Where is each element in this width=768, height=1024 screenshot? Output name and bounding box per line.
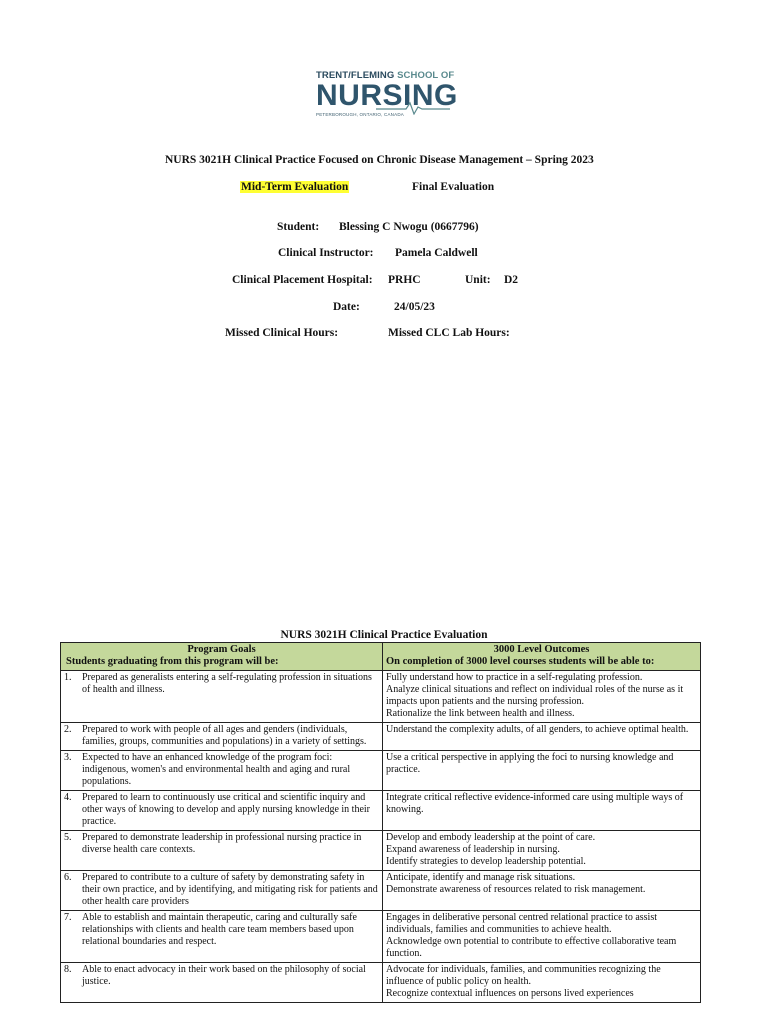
date-value: 24/05/23 [394,301,435,313]
instructor-label: Clinical Instructor: [278,247,374,259]
goal-text: Prepared to contribute to a culture of safety by demonstrating safety in their own practice, and by identifying, and mitigating risk for patients and other health care providers [82,872,378,907]
heartbeat-line-icon [316,81,456,115]
outcome-cell [383,791,701,831]
hospital-label: Clinical Placement Hospital: [232,274,373,286]
logo-location-text: PETERBOROUGH, ONTARIO, CANADA [316,112,404,117]
outcome-text: Anticipate, identify and manage risk situations. [386,872,576,883]
goal-text: Prepared as generalists entering a self-regulating profession in situations of health and illness. [82,672,372,695]
evaluation-title: NURS 3021H Clinical Practice Evaluation [280,629,488,641]
outcome-text: Integrate critical reflective evidence-informed care using multiple ways of knowing. [386,792,684,815]
program-goal-cell [61,791,383,831]
table-row [61,791,701,831]
instructor-value: Pamela Caldwell [395,247,478,259]
outcome-text: Acknowledge own potential to contribute to effective collaborative team function. [386,936,677,959]
outcome-cell [383,751,701,791]
course-title: NURS 3021H Clinical Practice Focused on Chronic Disease Management – Spring 2023 [165,154,594,166]
outcome-cell [383,831,701,871]
midterm-evaluation-label: Mid-Term Evaluation [241,181,349,193]
outcome-cell [383,671,701,723]
goal-number: 1. [64,672,72,683]
school-logo [316,70,456,117]
outcome-cell [383,963,701,1003]
goal-number: 7. [64,912,72,923]
final-evaluation-label: Final Evaluation [412,181,495,193]
outcome-text: Engages in deliberative personal centred relational practice to assist individuals, families and communities to achieve health. [386,912,658,935]
evaluation-table [60,642,701,1003]
program-goal-cell [61,831,383,871]
logo-main-text: NURSING [316,81,456,111]
goal-text: Prepared to work with people of all ages and genders (individuals, families, groups, communities and populations) in a variety of settings. [82,724,367,747]
outcome-cell [383,911,701,963]
outcome-text: Use a critical perspective in applying the foci to nursing knowledge and practice. [386,752,674,775]
goal-number: 8. [64,964,72,975]
goal-number: 2. [64,724,72,735]
program-goal-cell [61,751,383,791]
outcome-text: Develop and embody leadership at the point of care. [386,832,596,843]
program-goal-cell [61,723,383,751]
program-goal-cell [61,911,383,963]
goal-text: Prepared to learn to continuously use critical and scientific inquiry and other ways of knowing to develop and apply nursing knowledge in their practice. [82,792,370,827]
goal-number: 5. [64,832,72,843]
outcome-text: Recognize contextual influences on persons lived experiences [386,988,634,999]
outcome-text: Analyze clinical situations and reflect on individual roles of the nurse as it impacts upon patients and the nursing profession. [386,684,684,707]
table-header-row [61,643,701,671]
goal-text: Expected to have an enhanced knowledge of the program foci: indigenous, women's and environmental health and aging and rural populations. [82,752,351,787]
unit-label: Unit: [465,274,491,286]
student-label: Student: [277,221,320,233]
hospital-value: PRHC [388,274,421,286]
date-label: Date: [333,301,360,313]
table-row [61,671,701,723]
goal-number: 6. [64,872,72,883]
outcome-text: Understand the complexity adults, of all genders, to achieve optimal health. [386,724,689,735]
outcome-text: Fully understand how to practice in a self-regulating profession. [386,672,643,683]
student-value: Blessing C Nwogu (0667796) [339,221,479,233]
outcome-cell [383,871,701,911]
table-row [61,723,701,751]
unit-value: D2 [504,274,519,286]
outcomes-header: 3000 Level Outcomes On completion of 3000 level courses students will be able to: [383,643,701,671]
table-row [61,831,701,871]
table-row [61,911,701,963]
goal-text: Able to enact advocacy in their work based on the philosophy of social justice. [82,964,366,987]
outcome-text: Demonstrate awareness of resources related to risk management. [386,884,646,895]
program-goals-header: Program Goals Students graduating from this program will be: [61,643,383,671]
outcome-cell [383,723,701,751]
table-row [61,751,701,791]
program-goal-cell [61,671,383,723]
program-goal-cell [61,963,383,1003]
missed-clc-lab-hours-label: Missed CLC Lab Hours: [388,327,510,339]
goal-number: 3. [64,752,72,763]
goal-text: Prepared to demonstrate leadership in professional nursing practice in diverse health care contexts. [82,832,362,855]
table-row [61,963,701,1003]
outcome-text: Rationalize the link between health and illness. [386,708,575,719]
program-goal-cell [61,871,383,911]
goal-number: 4. [64,792,72,803]
outcome-text: Identify strategies to develop leadership potential. [386,856,586,867]
goal-text: Able to establish and maintain therapeutic, caring and culturally safe relationships with clients and health care team members based upon relational boundaries and respect. [82,912,357,947]
outcome-text: Advocate for individuals, families, and communities recognizing the influence of public policy on health. [386,964,661,987]
table-row [61,871,701,911]
outcome-text: Expand awareness of leadership in nursing. [386,844,560,855]
missed-clinical-hours-label: Missed Clinical Hours: [225,327,339,339]
logo-top-text: TRENT/FLEMING SCHOOL OF [316,70,455,81]
